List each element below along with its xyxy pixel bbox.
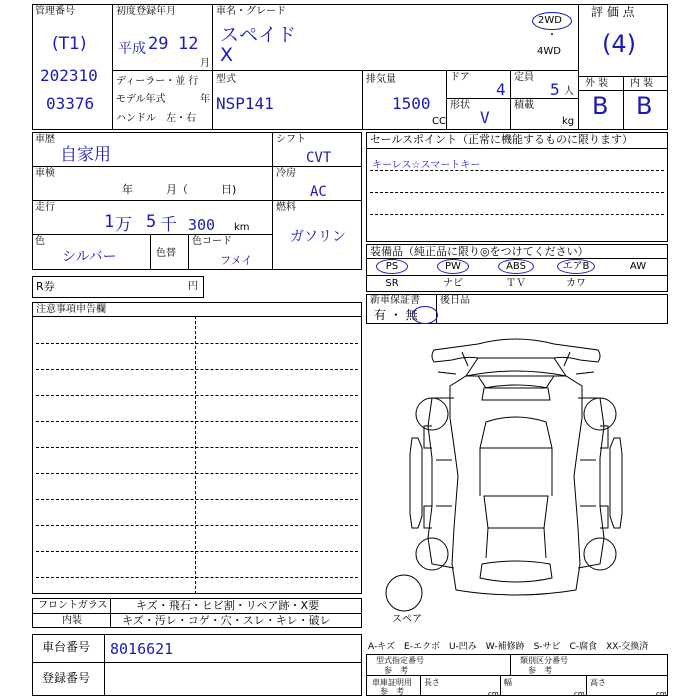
exterior-grade: B — [592, 92, 609, 120]
equip-leather: カワ — [566, 278, 586, 289]
equip-ps: PS — [385, 261, 399, 272]
chassis-value: 8016621 — [110, 640, 174, 658]
capacity-value: 5 — [550, 80, 560, 99]
displacement-value: 1500 — [392, 94, 431, 113]
chassis-label: 車台番号 — [42, 640, 91, 654]
shift-label: シフト — [276, 134, 306, 145]
length-cm: cm — [488, 690, 499, 698]
reg-year: 29 — [148, 34, 169, 54]
category-label: 類別区分番号 — [520, 656, 568, 665]
reg-month: 12 — [178, 34, 199, 54]
handle-label: ハンドル 左・右 — [116, 113, 196, 124]
spare-label: スペア — [392, 614, 422, 625]
front-glass-label: フロントガラス — [38, 600, 108, 611]
equip-navi: ナビ — [443, 278, 463, 289]
r-label: R券 — [36, 280, 55, 293]
width-label: 幅 — [504, 678, 512, 687]
header-frame — [32, 4, 668, 130]
warranty-options: 有 ・ 無 — [374, 308, 418, 322]
score-label: 評 価 点 — [591, 5, 635, 19]
equip-pw: PW — [445, 261, 461, 272]
type-designation-label: 型式指定番号 — [376, 656, 424, 665]
displacement-unit: CC — [432, 116, 446, 127]
inspection-text: 年 月（ 日) — [122, 183, 237, 196]
score-value: (4) — [602, 30, 636, 58]
warranty-selected-circle — [412, 306, 438, 324]
equipment-title: 装備品（純正品に限り◎をつけてください） — [370, 245, 589, 258]
history-label: 車歴 — [35, 134, 55, 145]
car-name: スペイド — [220, 24, 297, 46]
drive-4wd: 4WD — [537, 46, 561, 57]
equip-sr: SR — [385, 278, 399, 289]
interior-grade: B — [636, 92, 653, 120]
shape-value: V — [480, 108, 490, 127]
mgmt-label: 管理番号 — [35, 6, 75, 17]
drive-2wd: 2WD — [538, 15, 562, 26]
ref3: 参 考 — [380, 687, 404, 696]
interior-row-text: キズ・汚レ・コゲ・穴・スレ・キレ・破レ — [122, 614, 331, 627]
inspection-label: 車検 — [35, 168, 55, 179]
ac-value: AC — [310, 184, 327, 200]
door-value: 4 — [496, 80, 506, 99]
color-code-label: 色コード — [192, 236, 232, 247]
ac-label: 冷房 — [276, 168, 296, 179]
width-cm: cm — [574, 690, 585, 698]
door-label: ドア — [450, 72, 470, 83]
load-unit: kg — [562, 116, 575, 127]
car-diagram — [366, 328, 668, 628]
name-label: 車名・グレード — [216, 6, 286, 17]
sales-title: セールスポイント（正常に機能するものに限ります） — [370, 133, 634, 146]
type-value: NSP141 — [216, 94, 274, 113]
man-unit: 万 — [115, 215, 132, 235]
mgmt-t: (T1) — [52, 34, 87, 54]
interior-label: 内 装 — [630, 78, 654, 89]
fuel-value: ガソリン — [290, 229, 346, 245]
equip-abs: ABS — [506, 261, 526, 272]
car-grade: X — [220, 44, 234, 66]
era: 平成 — [118, 41, 146, 57]
delivery-label: 後日品 — [440, 295, 470, 306]
r-box — [32, 276, 204, 298]
type-label: 型式 — [216, 74, 236, 85]
warranty-label: 新車保証書 — [370, 295, 420, 306]
front-glass-text: キズ・飛石・ヒビ割・リペア跡・X要 — [136, 599, 320, 612]
equip-aw: AW — [629, 261, 647, 272]
first-reg-label: 初度登録年月 — [116, 6, 176, 17]
mgmt-no2: 03376 — [46, 94, 95, 113]
displacement-label: 排気量 — [366, 74, 396, 85]
r-unit: 円 — [188, 281, 198, 292]
interior-row-label: 内装 — [62, 615, 82, 626]
month-unit: 月 — [200, 58, 210, 69]
equip-airbag: エアB — [562, 261, 590, 272]
exterior-label: 外 装 — [585, 78, 609, 89]
notes-label: 注意事項申告欄 — [36, 304, 106, 315]
mileage-1: 1 — [104, 212, 115, 232]
mileage-3: 300 — [188, 216, 216, 234]
capacity-label: 定員 — [514, 72, 534, 83]
capacity-unit: 人 — [564, 86, 574, 97]
dealer-label: ディーラー・並 行 — [116, 76, 199, 87]
model-year-unit: 年 — [200, 94, 210, 105]
cert-label: 車庫証明用 — [372, 678, 412, 687]
km-unit: km — [234, 222, 250, 233]
height-label: 高さ — [590, 678, 606, 687]
damage-legend: A-キズ E-エクボ U-凹み W-補修跡 S-サビ C-腐食 XX-交換済 — [368, 642, 649, 652]
color-code-value: フメイ — [220, 254, 253, 267]
mileage-2: 5 — [146, 212, 157, 232]
ref1: 参 考 — [384, 666, 408, 675]
color-label: 色 — [35, 236, 45, 247]
shift-value: CVT — [306, 150, 332, 166]
equip-tv: ＴＶ — [506, 278, 526, 289]
ref2: 参 考 — [528, 666, 552, 675]
shape-label: 形状 — [450, 100, 470, 111]
height-cm: cm — [656, 690, 667, 698]
model-year-label: モデル年式 — [116, 94, 166, 105]
mileage-label: 走行 — [35, 202, 55, 213]
fuel-label: 燃料 — [276, 202, 296, 213]
drive-dot: ・ — [547, 30, 557, 41]
registration-label: 登録番号 — [42, 671, 91, 685]
sen-unit: 千 — [160, 215, 177, 235]
mgmt-no1: 202310 — [40, 66, 98, 85]
length-label: 長さ — [424, 678, 440, 687]
sales-line1: キーレス☆スマートキー — [372, 160, 481, 171]
history-value: 自家用 — [60, 145, 111, 165]
color-value: シルバー — [62, 249, 117, 265]
load-label: 積載 — [514, 100, 534, 111]
repaint-label: 色替 — [156, 248, 176, 259]
